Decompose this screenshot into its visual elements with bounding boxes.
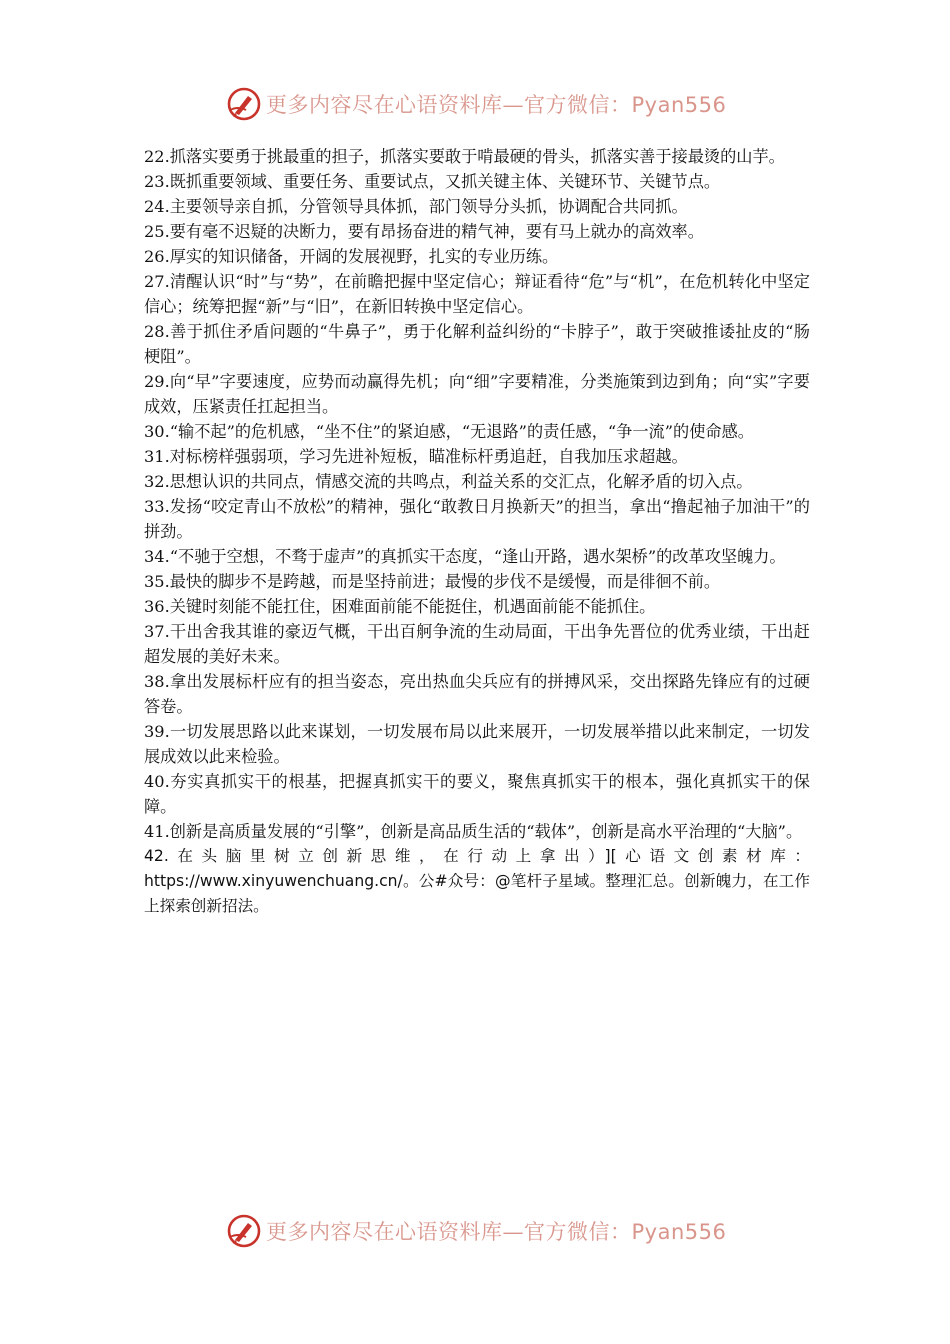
footer-banner: [226, 1211, 726, 1251]
list-item: 41.创新是高质量发展的“引擎”，创新是高品质生活的“载体”，创新是高水平治理的“大脑”。: [144, 822, 803, 841]
list-item: 26.厚实的知识储备，开阔的发展视野，扎实的专业历练。: [144, 247, 559, 266]
header-banner-label: 更多内容尽在心语资料库—官方微信：: [266, 93, 632, 117]
list-item: 24.主要领导亲自抓，分管领导具体抓，部门领导分头抓，协调配合共同抓。: [144, 197, 688, 216]
list-item: 35.最快的脚步不是跨越，而是坚持前进；最慢的步伐不是缓慢，而是徘徊不前。: [144, 572, 721, 591]
document-body: [144, 144, 810, 919]
list-item: 34.“不驰于空想，不骛于虚声”的真抓实干态度，“逢山开路，遇水架桥”的改革攻坚魄力。: [144, 547, 786, 566]
list-item: 42.在头脑里树立创新思维，在行动上拿出）][心语文创素材库：https://www.xinyuwenchuang.cn/。公#众号：@笔杆子星域。整理汇总。创新魄力，在工作上探索创新招法。: [144, 847, 810, 915]
footer-banner-label: 更多内容尽在心语资料库—官方微信：: [266, 1220, 632, 1244]
list-item: 28.善于抓住矛盾问题的“牛鼻子”，勇于化解利益纠纷的“卡脖子”，敢于突破推诿扯皮的“肠梗阻”。: [144, 322, 810, 366]
header-wechat-id: Pyan556: [631, 93, 727, 117]
list-item: 23.既抓重要领域、重要任务、重要试点，又抓关键主体、关键环节、关键节点。: [144, 172, 721, 191]
footer-banner-text: [266, 1216, 726, 1246]
list-item: 31.对标榜样强弱项，学习先进补短板，瞄准标杆勇追赶，自我加压求超越。: [144, 447, 688, 466]
list-item: 39.一切发展思路以此来谋划，一切发展布局以此来展开，一切发展举措以此来制定，一切发展成效以此来检验。: [144, 722, 810, 766]
list-item: 30.“输不起”的危机感，“坐不住”的紧迫感，“无退路”的责任感，“争一流”的使命感。: [144, 422, 754, 441]
list-item: 27.清醒认识“时”与“势”，在前瞻把握中坚定信心；辩证看待“危”与“机”，在危机转化中坚定信心；统筹把握“新”与“旧”，在新旧转换中坚定信心。: [144, 272, 810, 316]
list-item: 38.拿出发展标杆应有的担当姿态，亮出热血尖兵应有的拼搏风采，交出探路先锋应有的过硬答卷。: [144, 672, 810, 716]
pen-logo-icon: [226, 86, 262, 122]
header-banner-text: [266, 89, 726, 119]
footer-wechat-id: Pyan556: [631, 1220, 727, 1244]
pen-logo-icon: [226, 1213, 262, 1249]
list-item: 22.抓落实要勇于挑最重的担子，抓落实要敢于啃最硬的骨头，抓落实善于接最烫的山芋。: [144, 147, 785, 166]
list-item: 33.发扬“咬定青山不放松”的精神，强化“敢教日月换新天”的担当，拿出“撸起袖子加油干”的拼劲。: [144, 497, 810, 541]
header-banner: [226, 84, 726, 124]
list-item: 36.关键时刻能不能扛住，困难面前能不能挺住，机遇面前能不能抓住。: [144, 597, 656, 616]
list-item: 32.思想认识的共同点，情感交流的共鸣点，利益关系的交汇点，化解矛盾的切入点。: [144, 472, 753, 491]
list-item: 29.向“早”字要速度，应势而动赢得先机；向“细”字要精准，分类施策到边到角；向“实”字要成效，压紧责任扛起担当。: [144, 372, 810, 416]
list-item: 40.夯实真抓实干的根基，把握真抓实干的要义，聚焦真抓实干的根本，强化真抓实干的保障。: [144, 772, 810, 816]
list-item: 37.干出舍我其谁的豪迈气概，干出百舸争流的生动局面，干出争先晋位的优秀业绩，干出赶超发展的美好未来。: [144, 622, 810, 666]
list-item: 25.要有毫不迟疑的决断力，要有昂扬奋进的精气神，要有马上就办的高效率。: [144, 222, 704, 241]
